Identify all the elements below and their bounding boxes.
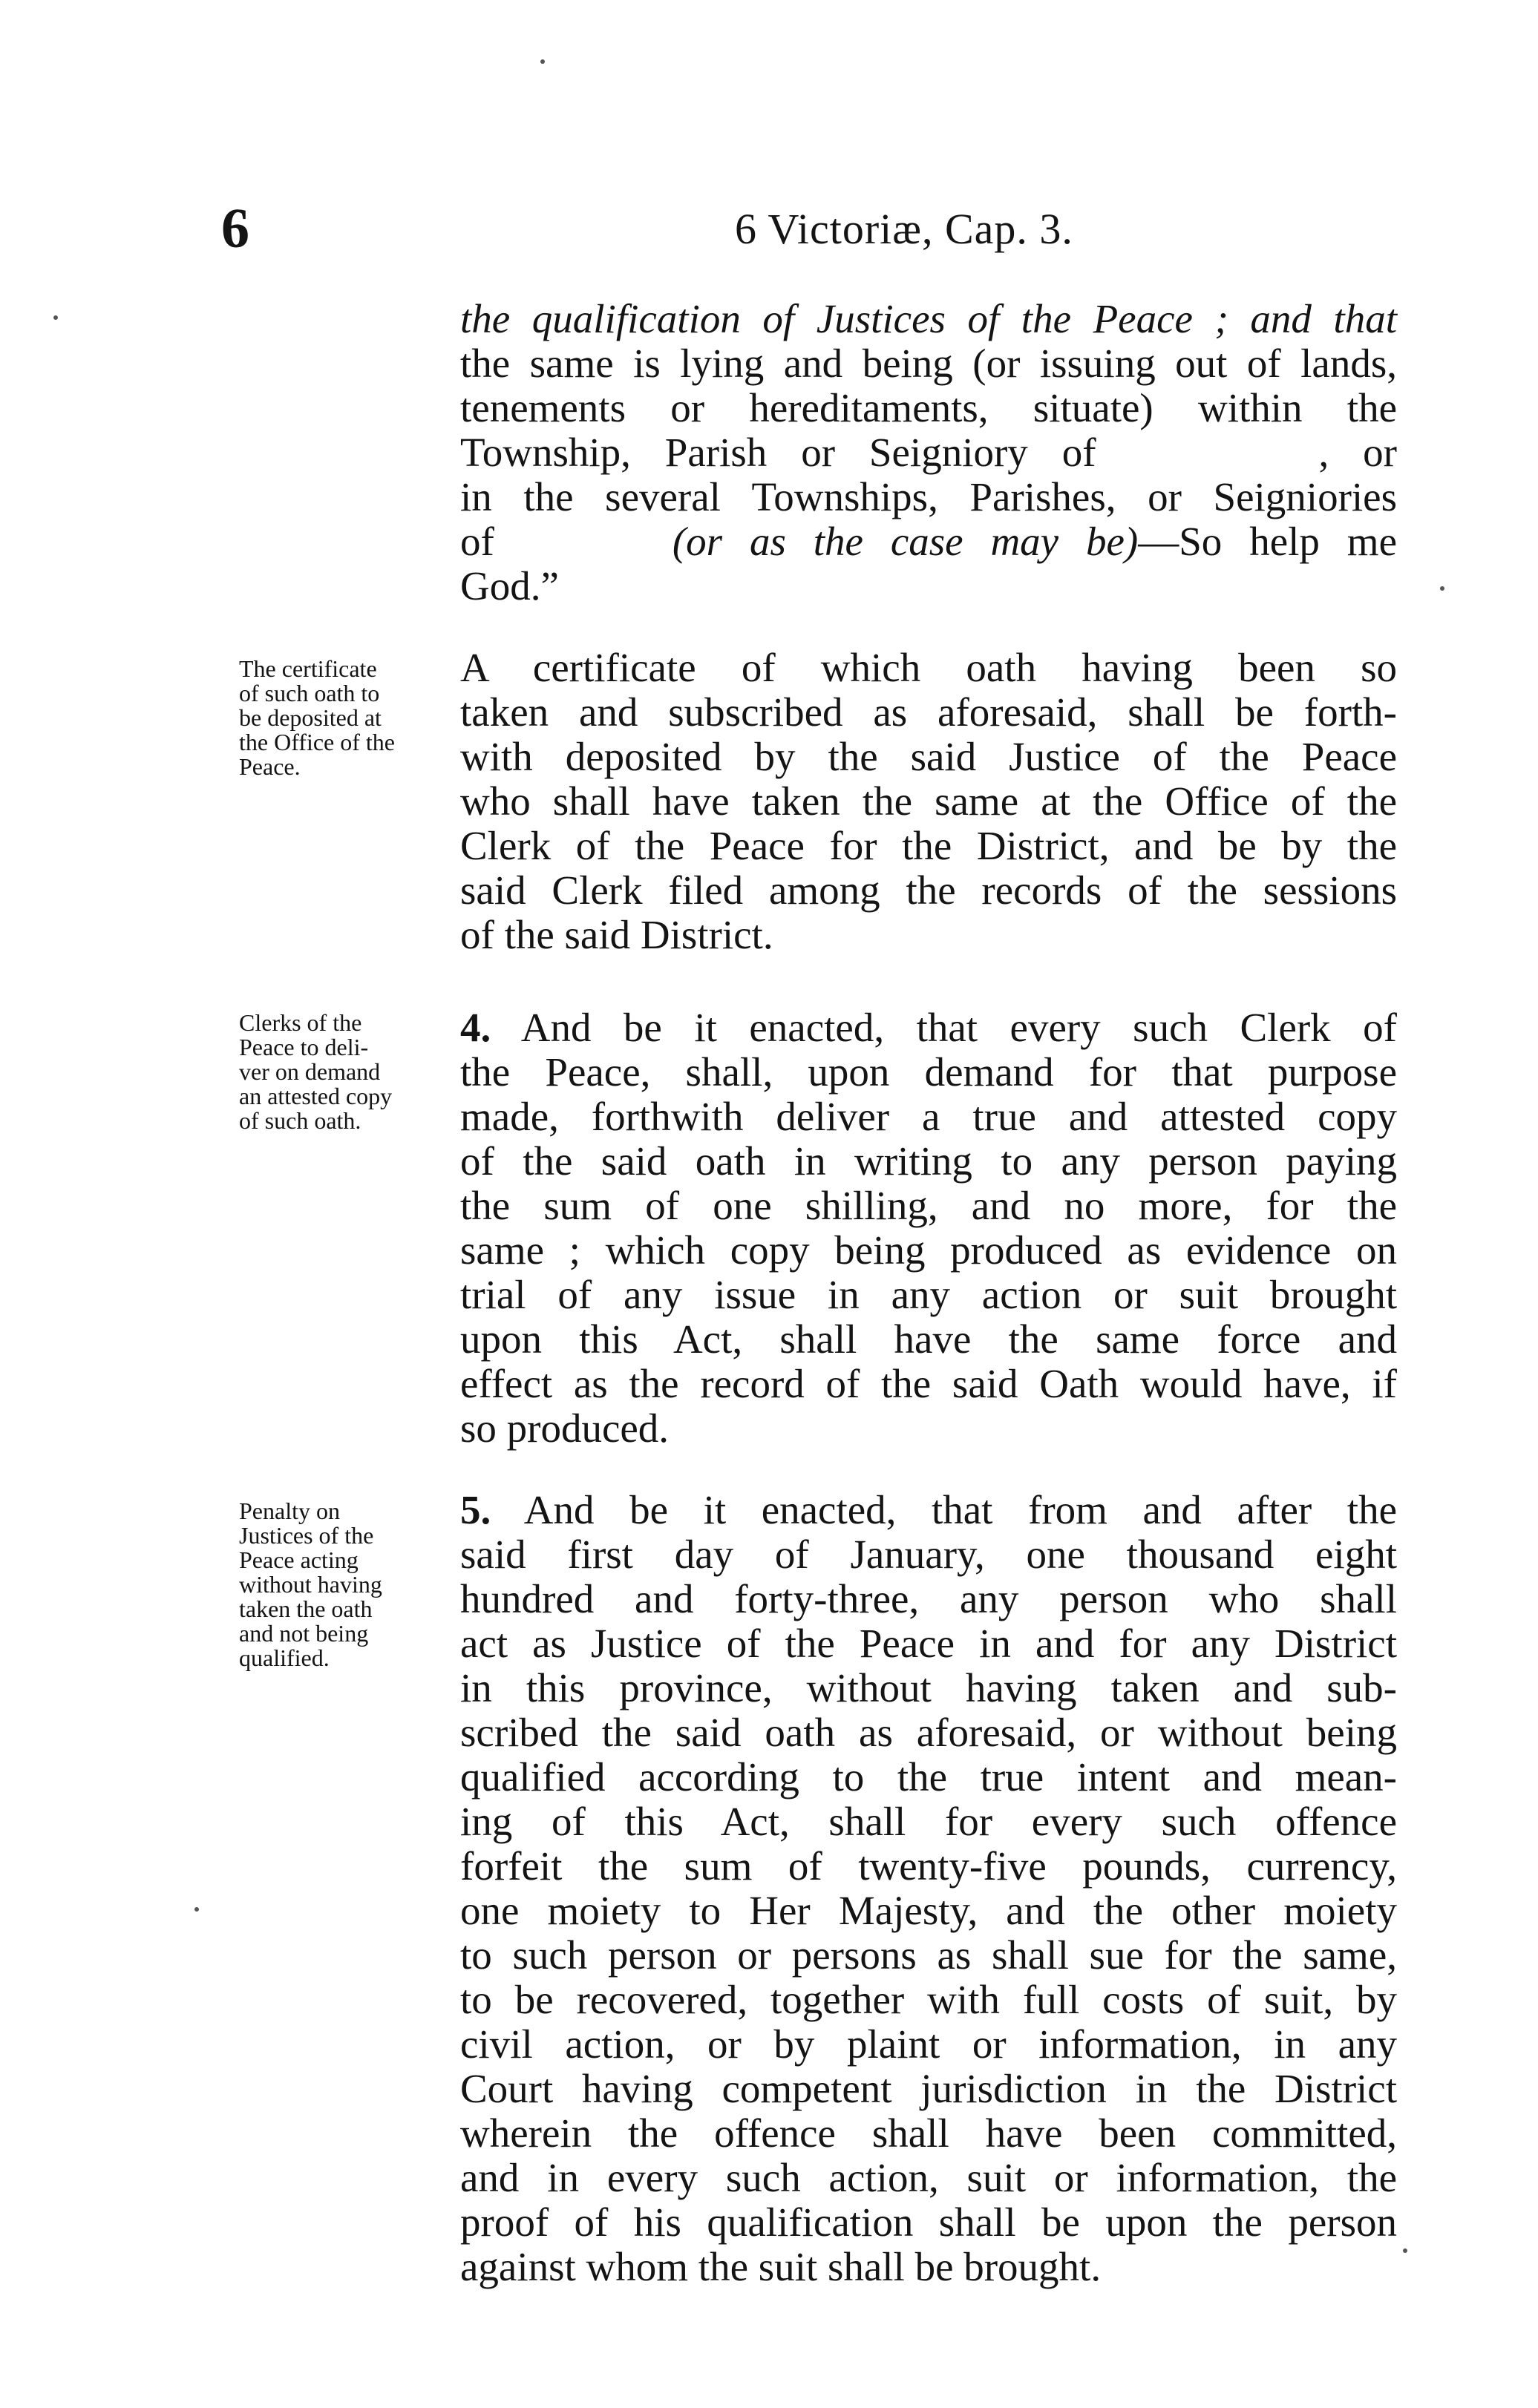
margin-note-certificate: The certificate of such oath to be deposited at the Office of the Peace. — [239, 655, 395, 780]
scan-speck — [53, 315, 58, 320]
text-line: Clerk of the Peace for the District, and be by the — [460, 823, 1397, 868]
text-line: act as Justice of the Peace in and for any District — [460, 1621, 1397, 1666]
paragraph-certificate — [460, 646, 1397, 957]
scan-speck — [1403, 2248, 1407, 2253]
text-line: proof of his qualification shall be upon the person — [460, 2199, 1397, 2245]
section-number: 4. — [460, 1005, 491, 1050]
scan-speck — [194, 1907, 199, 1912]
text-line: effect as the record of the said Oath would have, if — [460, 1361, 1397, 1406]
text-line: God.” — [460, 563, 559, 608]
text-line: one moiety to Her Majesty, and the other moiety — [460, 1888, 1397, 1933]
margin-note-section-5: Penalty on Justices of the Peace acting without having taken the oath and not being qualified. — [239, 1497, 382, 1671]
text-line: with deposited by the said Justice of the Peace — [460, 734, 1397, 779]
text-line: to be recovered, together with full costs of suit, by — [460, 1977, 1397, 2022]
text-line: in the several Townships, Parishes, or Seigniories — [460, 474, 1397, 519]
text-line: wherein the offence shall have been committed, — [460, 2110, 1397, 2156]
text-line: the same is lying and being (or issuing out of lands, — [460, 341, 1397, 386]
text-line: against whom the suit shall be brought. — [460, 2244, 1102, 2289]
text-line: A certificate of which oath having been so — [460, 645, 1397, 690]
text-line: the qualification of Justices of the Peace ; and that — [460, 296, 1397, 341]
running-title: 6 Victoriæ, Cap. 3. — [735, 205, 1073, 253]
oath-continuation — [460, 297, 1397, 608]
text-line: taken and subscribed as aforesaid, shall be forth- — [460, 689, 1397, 735]
section-5 — [460, 1488, 1397, 2289]
text-line: forfeit the sum of twenty-five pounds, currency, — [460, 1843, 1397, 1889]
text-line: civil action, or by plaint or information, in any — [460, 2021, 1397, 2067]
page-number: 6 — [221, 197, 249, 260]
text-line: trial of any issue in any action or suit brought — [460, 1272, 1397, 1317]
text-line: Township, Parish or Seigniory of , or — [460, 430, 1397, 475]
text-line: said first day of January, one thousand eight — [460, 1532, 1397, 1577]
text-line: the Peace, shall, upon demand for that purpose — [460, 1049, 1397, 1095]
text-line: to such person or persons as shall sue for the same, — [460, 1932, 1397, 1978]
section-number: 5. — [460, 1487, 491, 1532]
text-line: of the said oath in writing to any person paying — [460, 1138, 1397, 1184]
text-line: same ; which copy being produced as evidence on — [460, 1227, 1397, 1273]
text-line: qualified according to the true intent and mean- — [460, 1754, 1397, 1800]
text-line: ing of this Act, shall for every such offence — [460, 1799, 1397, 1844]
text-line: and in every such action, suit or information, the — [460, 2155, 1397, 2200]
text-line: 5. And be it enacted, that from and after the — [460, 1487, 1398, 1532]
text-line: said Clerk filed among the records of the sessions — [460, 867, 1397, 913]
text-line: the sum of one shilling, and no more, for the — [460, 1183, 1397, 1228]
scan-speck — [1440, 586, 1444, 591]
text-line: 4. And be it enacted, that every such Clerk of — [460, 1005, 1397, 1050]
margin-note-section-4: Clerks of the Peace to deli- ver on demand an attested copy of such oath. — [239, 1009, 393, 1134]
text-line: who shall have taken the same at the Office of the — [460, 778, 1397, 824]
text-line: hundred and forty-three, any person who shall — [460, 1576, 1397, 1621]
text-line: Court having competent jurisdiction in the District — [460, 2066, 1397, 2111]
scan-speck — [540, 59, 545, 64]
text-line: scribed the said oath as aforesaid, or without being — [460, 1710, 1397, 1755]
text-line: tenements or hereditaments, situate) within the — [460, 385, 1397, 430]
text-line: so produced. — [460, 1405, 670, 1451]
text-line: in this province, without having taken and sub- — [460, 1665, 1397, 1710]
text-line: made, forthwith deliver a true and attested copy — [460, 1094, 1397, 1139]
text-line: of the said District. — [460, 912, 773, 957]
section-4 — [460, 1005, 1397, 1451]
text-line: of (or as the case may be)—So help me — [460, 519, 1397, 564]
text-line: upon this Act, shall have the same force and — [460, 1316, 1397, 1362]
